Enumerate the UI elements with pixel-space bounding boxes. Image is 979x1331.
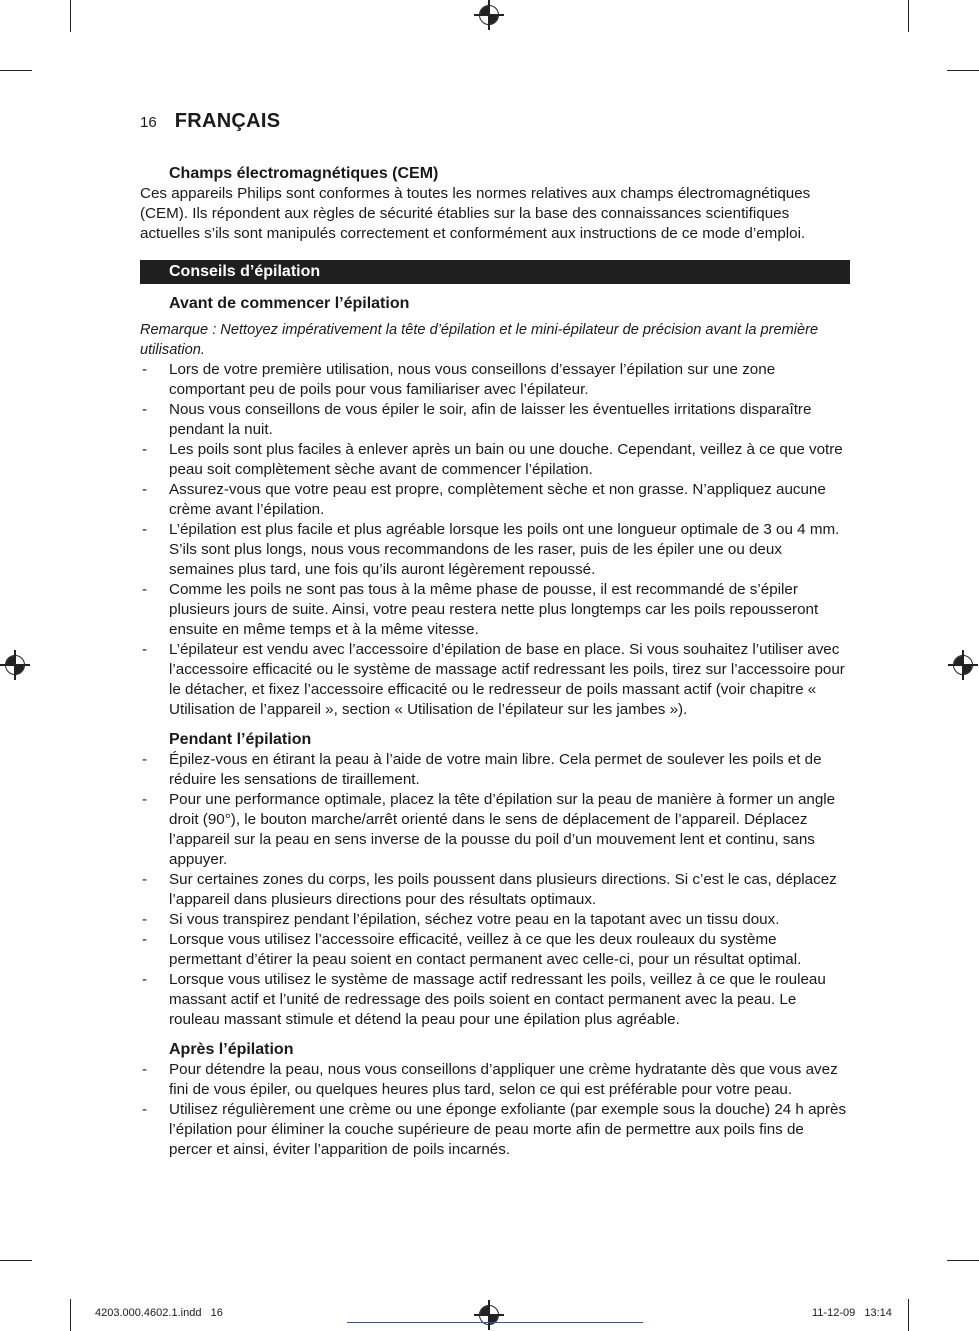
list-item: - Assurez-vous que votre peau est propre, complètement sèche et non grasse. N’appliquez aucune crème avant l’épilation. xyxy=(140,480,850,520)
page-content xyxy=(140,164,850,1160)
list-item: - Utilisez régulièrement une crème ou une éponge exfoliante (par exemple sous la douche) 24 h après l’épilation pour éliminer la couche supérieure de peau morte afin de permettre aux poils fins de percer et ainsi, éviter l’apparition de poils incarnés. xyxy=(140,1100,850,1160)
list-item: - L’épilateur est vendu avec l’accessoire d’épilation de base en place. Si vous souhaitez l’utiliser avec l’accessoire efficacité ou le système de massage actif redressant les poils, tirez sur l’accessoire pour le détacher, et fixez l’accessoire efficacité ou le redresseur de poils massant actif (voir chapitre « Utilisation de l’appareil », section « Utilisation de l’épilateur sur les jambes »). xyxy=(140,640,850,720)
after-heading: Après l’épilation xyxy=(169,1041,294,1058)
registration-mark-icon xyxy=(479,5,499,25)
crop-mark xyxy=(947,70,979,71)
list-item: - Épilez-vous en étirant la peau à l’aide de votre main libre. Cela permet de soulever les poils et de réduire les sensations de tiraillement. xyxy=(140,750,850,790)
list-item: - Pour détendre la peau, nous vous conseillons d’appliquer une crème hydratante dès que vous avez fini de vous épiler, ou quelques heures plus tard, selon ce qui est préférable pour votre peau. xyxy=(140,1060,850,1100)
language-title: FRANÇAIS xyxy=(174,110,281,132)
crop-mark xyxy=(908,0,909,32)
crop-mark xyxy=(70,1299,71,1331)
list-item: - Comme les poils ne sont pas tous à la même phase de pousse, il est recommandé de s’épiler plusieurs jours de suite. Ainsi, votre peau restera nette plus longtemps car les poils repousseront ensuite en même temps et à la même vitesse. xyxy=(140,580,850,640)
list-item: - L’épilation est plus facile et plus agréable lorsque les poils ont une longueur optimale de 3 ou 4 mm. S’ils sont plus longs, nous vous recommandons de les raser, puis de les épiler une ou deux semaines plus tard, une fois qu’ils auront légèrement repoussé. xyxy=(140,520,850,580)
crop-mark xyxy=(947,1260,979,1261)
during-heading: Pendant l’épilation xyxy=(169,731,312,748)
page-number: 16 xyxy=(140,114,157,131)
list-item: - Pour une performance optimale, placez la tête d’épilation sur la peau de manière à former un angle droit (90°), le bouton marche/arrêt orienté dans le sens de déplacement de l’appareil. Déplacez l’appareil sur la peau en sens inverse de la pousse du poil d’un mouvement lent et continu, sans appuyer. xyxy=(140,790,850,870)
page-header xyxy=(140,110,280,133)
list-item: - Nous vous conseillons de vous épiler le soir, afin de laisser les éventuelles irritations disparaître pendant la nuit. xyxy=(140,400,850,440)
section-heading-bar: Conseils d’épilation xyxy=(140,260,850,284)
list-item: - Lorsque vous utilisez l’accessoire efficacité, veillez à ce que les deux rouleaux du système permettant d’étirer la peau soient en contact permanent avec celle-ci, pour un résultat optimal. xyxy=(140,930,850,970)
list-item: - Lors de votre première utilisation, nous vous conseillons d’essayer l’épilation sur une zone comportant peu de poils pour vous familiariser avec l’épilateur. xyxy=(140,360,850,400)
registration-mark-icon xyxy=(953,655,973,675)
before-list xyxy=(140,360,850,720)
emf-heading: Champs électromagnétiques (CEM) xyxy=(169,165,439,182)
footer-date: 11-12-09 13:14 xyxy=(812,1307,892,1319)
before-heading: Avant de commencer l’épilation xyxy=(169,295,410,312)
crop-mark xyxy=(0,70,32,71)
footer-rule xyxy=(347,1322,643,1323)
list-item: - Sur certaines zones du corps, les poils poussent dans plusieurs directions. Si c’est le cas, déplacez l’appareil dans plusieurs directions pour des résultats optimaux. xyxy=(140,870,850,910)
crop-mark xyxy=(908,1299,909,1331)
emf-paragraph: Ces appareils Philips sont conformes à toutes les normes relatives aux champs électromagnétiques (CEM). Ils répondent aux règles de sécurité établies sur la base des connaissances scientifiques actuelles s’ils sont manipulés correctement et conformément aux instructions de ce mode d’emploi. xyxy=(140,185,811,242)
registration-mark-icon xyxy=(5,655,25,675)
after-list xyxy=(140,1060,850,1160)
list-item: - Si vous transpirez pendant l’épilation, séchez votre peau en la tapotant avec un tissu doux. xyxy=(140,910,850,930)
footer-file-info: 4203.000.4602.1.indd 16 xyxy=(95,1307,223,1319)
during-list xyxy=(140,750,850,1030)
note-paragraph: Remarque : Nettoyez impérativement la tête d’épilation et le mini-épilateur de précision avant la première utilisation. xyxy=(140,322,819,358)
crop-mark xyxy=(70,0,71,32)
list-item: - Lorsque vous utilisez le système de massage actif redressant les poils, veillez à ce que le rouleau massant actif et l’unité de redressage des poils soient en contact permanent avec la peau. Le rouleau massant stimule et détend la peau pour une épilation plus agréable. xyxy=(140,970,850,1030)
list-item: - Les poils sont plus faciles à enlever après un bain ou une douche. Cependant, veillez à ce que votre peau soit complètement sèche avant de commencer l’épilation. xyxy=(140,440,850,480)
crop-mark xyxy=(0,1260,32,1261)
